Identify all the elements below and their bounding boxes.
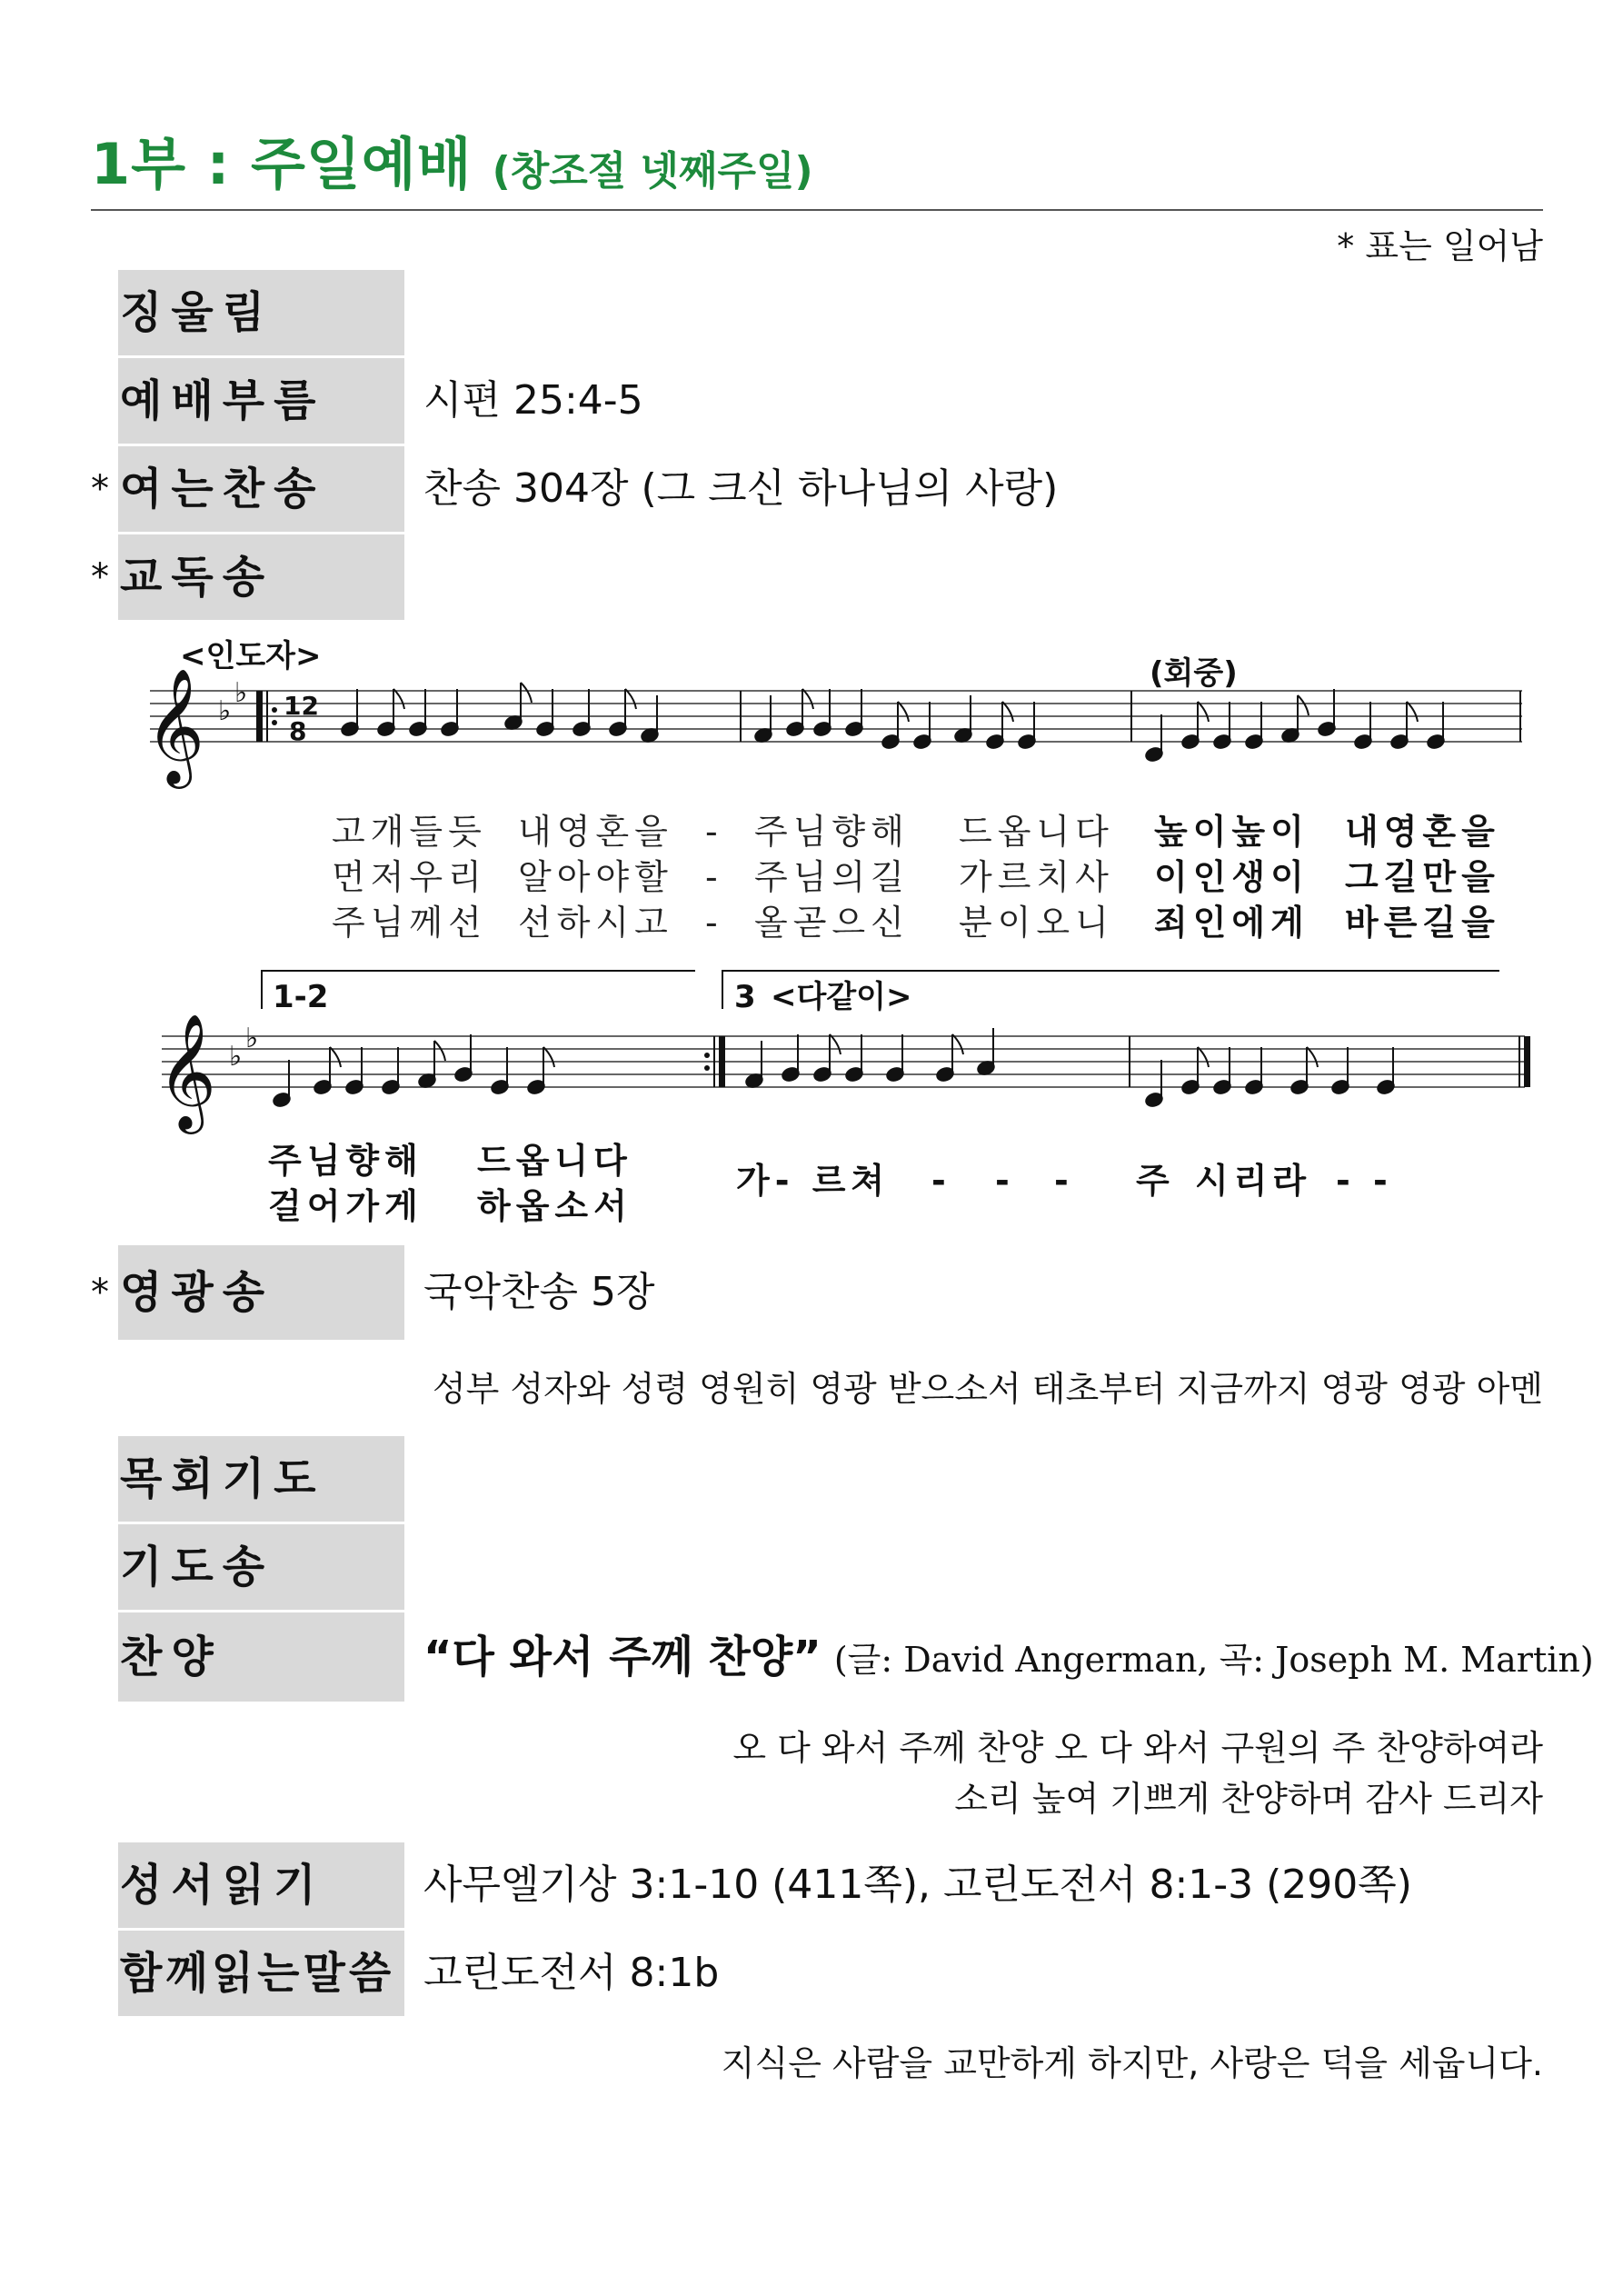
order-label: 여는찬송	[118, 446, 404, 532]
standing-star-icon: *	[91, 1272, 109, 1313]
staff-line-2	[162, 1036, 1525, 1087]
svg-text:분이오니: 분이오니	[959, 903, 1114, 943]
lyrics-verse-2	[332, 857, 1500, 897]
together-mark: <다같이>	[771, 979, 912, 1015]
svg-text:내영혼을: 내영혼을	[518, 812, 673, 852]
service-title: 1부 : 주일예배	[91, 131, 473, 197]
svg-text:주님향해: 주님향해	[754, 812, 910, 852]
svg-text:내영혼을: 내영혼을	[1345, 812, 1500, 852]
order-label: 영광송	[118, 1245, 404, 1340]
order-item-scripture	[118, 1842, 1527, 1928]
svg-text:주: 주	[1136, 1161, 1175, 1201]
order-label: 예배부름	[118, 358, 404, 444]
order-value	[423, 1612, 1594, 1704]
svg-text:드옵니다: 드옵니다	[959, 812, 1114, 852]
order-item-prayer-song	[118, 1524, 1527, 1610]
order-label: 징울림	[118, 270, 404, 355]
notes-line-1	[340, 683, 1445, 763]
svg-text:선하시고: 선하시고	[518, 903, 673, 943]
ending-1-2-label: 1-2	[273, 979, 329, 1015]
note-flag	[952, 1034, 963, 1054]
note-flag	[830, 1034, 841, 1054]
note-flag	[393, 689, 404, 709]
order-label: 목회기도	[118, 1436, 404, 1522]
notes-line-2	[272, 1028, 1395, 1108]
svg-text:죄인에게: 죄인에게	[1154, 903, 1309, 943]
flat-icon: ♭	[229, 1041, 243, 1073]
order-value: 국악찬송 5장	[423, 1269, 655, 1315]
order-label: 함께읽는말씀	[118, 1931, 404, 2016]
svg-text:가르치사: 가르치사	[959, 857, 1114, 897]
svg-text:- -: - -	[1336, 1161, 1393, 1201]
svg-text:-: -	[705, 812, 723, 852]
note-flag	[434, 1041, 445, 1061]
note-flag	[1407, 702, 1418, 722]
order-label: 찬양	[118, 1612, 404, 1702]
anthem-credit: (글: David Angerman, 곡: Joseph M. Martin)	[833, 1640, 1594, 1680]
congregation-mark: (회중)	[1150, 655, 1238, 692]
staff-line-1	[150, 691, 1522, 742]
note-flag	[330, 1047, 341, 1067]
lyrics-verse-1	[332, 812, 1500, 852]
note-flag	[1198, 1047, 1209, 1067]
order-value: 시편 25:4-5	[423, 377, 643, 424]
anthem-lyric-line: 오 다 와서 주께 찬양 오 다 와서 구원의 주 찬양하여라	[732, 1728, 1543, 1768]
svg-text:주님향해: 주님향해	[268, 1141, 423, 1181]
ending-3-label: 3	[734, 979, 756, 1015]
svg-text:-: -	[705, 857, 723, 897]
svg-text:걸어가게: 걸어가게	[268, 1186, 423, 1226]
order-item-gloria	[91, 1245, 1527, 1340]
svg-text:주님의길: 주님의길	[754, 857, 910, 897]
svg-text:그길만을: 그길만을	[1345, 857, 1500, 897]
order-value: 고린도전서 8:1b	[423, 1950, 720, 1996]
svg-text:-: -	[1054, 1161, 1074, 1201]
anthem-title: “다 와서 주께 찬양”	[423, 1632, 821, 1682]
flat-icon: ♭	[234, 677, 248, 709]
note-flag	[625, 689, 636, 709]
svg-text:올곧으신: 올곧으신	[754, 903, 910, 943]
order-item-anthem	[118, 1612, 1594, 1702]
svg-text:바른길을: 바른길을	[1345, 903, 1500, 943]
note-flag	[898, 702, 909, 722]
note-flag	[1298, 695, 1309, 715]
svg-text:알아야할: 알아야할	[518, 857, 673, 897]
leader-mark: <인도자>	[180, 638, 322, 674]
order-label: 교독송	[118, 534, 404, 620]
svg-text:시리라: 시리라	[1195, 1161, 1312, 1201]
time-signature: 12	[284, 691, 319, 721]
treble-clef-icon: 𝄞	[157, 1013, 217, 1129]
order-value: 사무엘기상 3:1-10 (411쪽), 고린도전서 8:1-3 (290쪽)	[423, 1862, 1412, 1908]
anthem-lyric-line: 소리 높여 기쁘게 찬양하며 감사 드리자	[954, 1779, 1543, 1819]
note-flag	[1002, 702, 1013, 722]
svg-text:고개들듯: 고개들듯	[332, 812, 487, 852]
order-label: 성서읽기	[118, 1842, 404, 1928]
svg-text:먼저우리: 먼저우리	[332, 857, 487, 897]
note-flag	[1198, 702, 1209, 722]
repeat-barline	[256, 691, 263, 742]
svg-text:-: -	[705, 903, 723, 943]
standing-star-icon: *	[91, 556, 109, 598]
svg-text:이인생이: 이인생이	[1154, 857, 1309, 897]
reading-text: 지식은 사람을 교만하게 하지만, 사랑은 덕을 세웁니다.	[721, 2043, 1543, 2083]
order-item-common-reading	[118, 1931, 1527, 2016]
gloria-text: 성부 성자와 성령 영원히 영광 받으소서 태초부터 지금까지 영광 영광 아멘	[432, 1369, 1543, 1409]
note-flag	[1307, 1047, 1318, 1067]
svg-text:가- 르쳐: 가- 르쳐	[736, 1161, 891, 1201]
flat-icon: ♭	[245, 1023, 259, 1054]
anthem-lyrics	[732, 1722, 1543, 1824]
order-label: 기도송	[118, 1524, 404, 1610]
standing-note: * 표는 일어남	[1337, 226, 1543, 266]
note-flag	[521, 683, 532, 703]
order-value: 찬송 304장 (그 크신 하나님의 사랑)	[423, 465, 1059, 512]
treble-clef-icon: 𝄞	[145, 667, 205, 784]
service-subtitle: (창조절 넷째주일)	[492, 148, 813, 195]
order-item-pastoral-prayer	[118, 1436, 1527, 1522]
svg-text:-: -	[995, 1161, 1015, 1201]
note-flag	[543, 1047, 554, 1067]
svg-text:주님께선: 주님께선	[332, 903, 487, 943]
svg-text:드옵니다: 드옵니다	[477, 1141, 632, 1181]
svg-text:-: -	[931, 1161, 951, 1201]
lyrics-line-2	[268, 1141, 1393, 1226]
svg-text:하옵소서: 하옵소서	[477, 1186, 632, 1226]
note-flag	[802, 689, 813, 709]
standing-star-icon: *	[91, 468, 109, 510]
flat-icon: ♭	[218, 695, 232, 727]
svg-text:8: 8	[289, 716, 307, 746]
lyrics-verse-3	[332, 903, 1500, 943]
svg-text:높이높이: 높이높이	[1154, 812, 1309, 852]
